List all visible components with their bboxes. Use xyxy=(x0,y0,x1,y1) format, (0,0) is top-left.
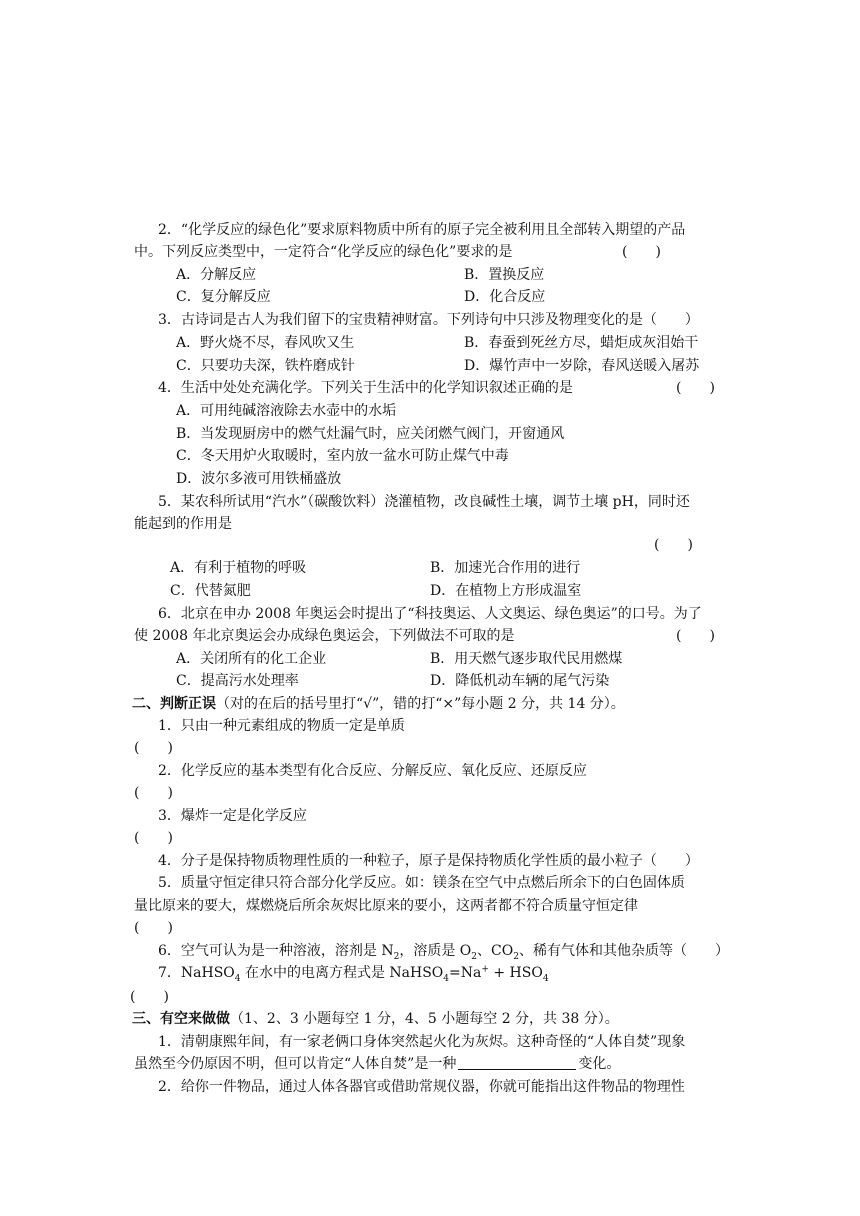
judge-item-7 xyxy=(158,962,549,984)
q3-stem: 3．古诗词是古人为我们留下的宝贵精神财富。下列诗句中只涉及物理变化的是（ ） xyxy=(158,312,699,328)
judge-item-1-paren: ( ) xyxy=(134,740,173,756)
q2-answer-paren: ( ) xyxy=(622,244,661,260)
q4-answer-paren: ( ) xyxy=(676,380,715,396)
n2-subscript: 2 xyxy=(393,951,400,962)
fill-q1-line1: 1．清朝康熙年间，有一家老俩口身体突然起火化为灰烬。这种奇怪的“人体自焚”现象 xyxy=(158,1034,686,1050)
section3-heading: 三、有空来做做 xyxy=(132,1011,230,1027)
fill-q2-line1: 2．给你一件物品，通过人体各器官或借助常规仪器，你就可能指出这件物品的物理性 xyxy=(158,1079,685,1095)
q6-option-b: B．用天燃气逐步取代民用燃煤 xyxy=(430,651,623,667)
nahso4-subscript-1: 4 xyxy=(234,973,241,984)
na-superscript: + xyxy=(481,964,489,975)
judge-item-6-b: ，溶质是 O xyxy=(399,943,472,959)
judge-item-7-d: + HSO xyxy=(488,965,543,981)
fill-q1-line2 xyxy=(134,1053,620,1075)
q3-option-c: C．只要功夫深，铁杵磨成针 xyxy=(176,358,355,374)
q5-option-c: C．代替氮肥 xyxy=(170,583,251,599)
hso4-subscript: 4 xyxy=(542,973,549,984)
judge-item-2: 2．化学反应的基本类型有化合反应、分解反应、氧化反应、还原反应 xyxy=(158,763,587,779)
section3-heading-note: （1、2、3 小题每空 1 分，4、5 小题每空 2 分，共 38 分）。 xyxy=(230,1011,619,1027)
q5-stem-line2: 能起到的作用是 xyxy=(134,516,232,532)
judge-item-7-paren: ( ) xyxy=(130,989,169,1005)
q6-answer-paren: ( ) xyxy=(676,628,715,644)
q4-option-a: A．可用纯碱溶液除去水壶中的水垢 xyxy=(176,403,397,419)
judge-item-5-paren: ( ) xyxy=(134,920,173,936)
q2-option-c: C．复分解反应 xyxy=(176,289,271,305)
judge-item-7-a: 7．NaHSO xyxy=(158,965,235,981)
judge-item-7-c: =Na xyxy=(449,965,482,981)
judge-item-6-d: 、稀有气体和其他杂质等（ ） xyxy=(518,943,729,959)
judge-item-4: 4．分子是保持物质物理性质的一种粒子，原子是保持物质化学性质的最小粒子（ ） xyxy=(158,853,699,869)
judge-item-5-line2: 量比原来的要大，煤燃烧后所余灰烬比原来的要小，这两者都不符合质量守恒定律 xyxy=(134,898,638,914)
q6-stem-line1: 6．北京在申办 2008 年奥运会时提出了“科技奥运、人文奥运、绿色奥运”的口号。为了 xyxy=(158,606,702,622)
q5-option-a: A．有利于植物的呼吸 xyxy=(170,560,307,576)
fill-q1-text-b: 变化。 xyxy=(578,1056,621,1072)
q4-stem: 4．生活中处处充满化学。下列关于生活中的化学知识叙述正确的是 xyxy=(158,380,573,396)
q4-option-c: C．冬天用炉火取暖时，室内放一盆水可防止煤气中毒 xyxy=(176,448,509,464)
q4-option-b: B．当发现厨房中的燃气灶漏气时，应关闭燃气阀门，开窗通风 xyxy=(176,426,565,442)
judge-item-1: 1．只由一种元素组成的物质一定是单质 xyxy=(158,718,405,734)
q3-option-d: D．爆竹声中一岁除，春风送暖入屠苏 xyxy=(464,358,700,374)
co2-subscript: 2 xyxy=(513,951,519,962)
section2-heading-row xyxy=(132,693,625,715)
judge-item-2-paren: ( ) xyxy=(134,785,173,801)
section2-heading: 二、判断正误 xyxy=(132,696,216,712)
judge-item-6 xyxy=(158,940,729,962)
judge-item-3-paren: ( ) xyxy=(134,830,173,846)
q2-option-d: D．化合反应 xyxy=(464,289,546,305)
q5-answer-paren: ( ) xyxy=(654,537,693,553)
section3-heading-row xyxy=(132,1008,619,1030)
judge-item-3: 3．爆炸一定是化学反应 xyxy=(158,808,307,824)
q2-option-a: A．分解反应 xyxy=(176,267,257,283)
q2-option-b: B．置换反应 xyxy=(464,267,545,283)
q6-stem-line2: 使 2008 年北京奥运会办成绿色奥运会，下列做法不可取的是 xyxy=(134,628,515,644)
o2-subscript: 2 xyxy=(471,951,478,962)
judge-item-6-a: 6．空气可认为是一种溶液，溶剂是 N xyxy=(158,943,394,959)
q2-stem-line1: 2．“化学反应的绿色化”要求原料物质中所有的原子完全被利用且全部转入期望的产品 xyxy=(158,222,686,238)
nahso4-subscript-2: 4 xyxy=(443,973,450,984)
q5-option-d: D．在植物上方形成温室 xyxy=(430,583,582,599)
q6-option-a: A．关闭所有的化工企业 xyxy=(176,651,327,667)
q5-stem-line1: 5．某农科所试用“汽水”（碳酸饮料）浇灌植物，改良碱性土壤，调节土壤 pH，同时还 xyxy=(158,494,690,510)
q4-option-d: D．波尔多液可用铁桶盛放 xyxy=(176,471,342,487)
judge-item-6-c: 、CO xyxy=(477,943,514,959)
q3-option-a: A．野火烧不尽，春风吹又生 xyxy=(176,335,355,351)
q5-option-b: B．加速光合作用的进行 xyxy=(430,560,581,576)
q2-stem-line2: 中。下列反应类型中，一定符合“化学反应的绿色化”要求的是 xyxy=(134,244,513,260)
section2-heading-note: （对的在后的括号里打“√”，错的打“×”每小题 2 分，共 14 分）。 xyxy=(216,696,625,712)
judge-item-5-line1: 5．质量守恒定律只符合部分化学反应。如：镁条在空气中点燃后所余下的白色固体质 xyxy=(158,875,685,891)
fill-q1-text-a: 虽然至今仍原因不明，但可以肯定“人体自焚”是一种 xyxy=(134,1056,457,1072)
judge-item-7-b: 在水中的电离方程式是 NaHSO xyxy=(240,965,444,981)
q6-option-d: D．降低机动车辆的尾气污染 xyxy=(430,673,610,689)
q3-option-b: B．春蚕到死丝方尽，蜡炬成灰泪始干 xyxy=(464,335,699,351)
q6-option-c: C．提高污水处理率 xyxy=(176,673,299,689)
fill-q1-answer-blank[interactable] xyxy=(458,1055,576,1070)
